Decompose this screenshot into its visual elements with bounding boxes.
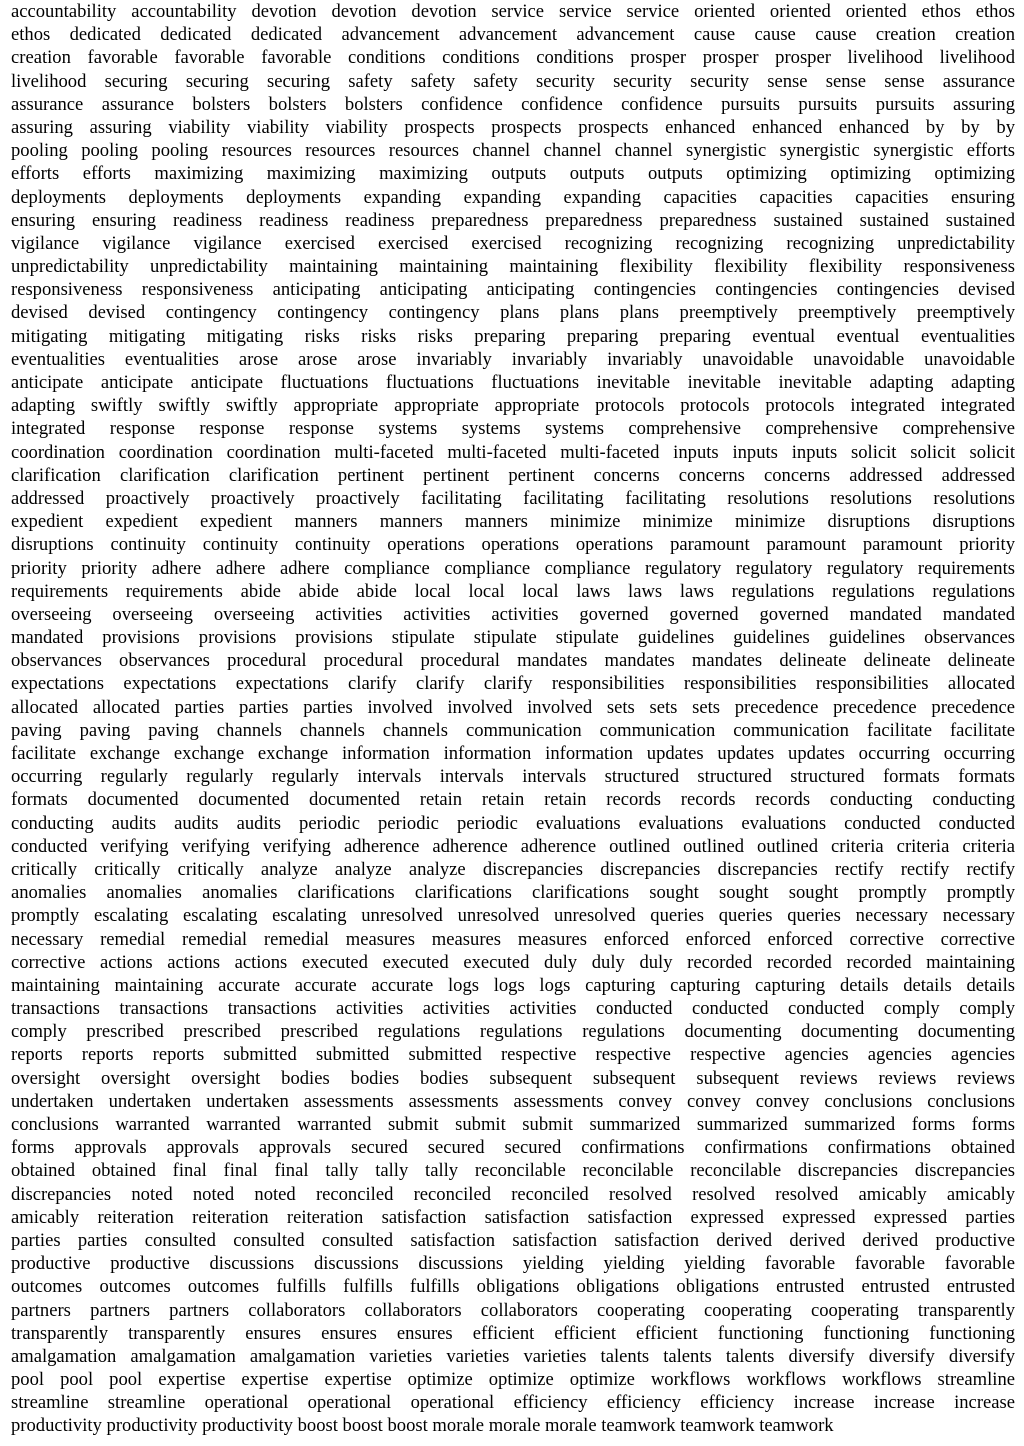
text-line: forms approvals approvals approvals secured secured secured confirmations confirmations confirmations obtained	[11, 1137, 1015, 1159]
text-line: necessary remedial remedial remedial measures measures measures enforced enforced enforced corrective corrective	[11, 928, 1015, 950]
text-line: creation favorable favorable favorable conditions conditions conditions prosper prosper prosper livelihood livelihood	[11, 47, 1015, 69]
text-line: maintaining maintaining accurate accurate accurate logs logs logs capturing capturing capturing details details details	[11, 974, 1015, 996]
text-line: conducted verifying verifying verifying adherence adherence adherence outlined outlined outlined criteria criteria criteria	[11, 835, 1015, 857]
text-line: transactions transactions transactions activities activities activities conducted conducted conducted comply comply	[11, 998, 1015, 1020]
text-line: requirements requirements abide abide abide local local local laws laws laws regulations regulations regulations	[11, 580, 1015, 602]
text-line: partners partners partners collaborators collaborators collaborators cooperating cooperating cooperating transparently	[11, 1299, 1015, 1321]
text-line: amicably reiteration reiteration reiteration satisfaction satisfaction satisfaction expressed expressed expressed parties	[11, 1206, 1015, 1228]
text-line: pooling pooling pooling resources resources resources channel channel channel synergistic synergistic synergistic efforts	[11, 140, 1015, 162]
text-line: critically critically critically analyze analyze analyze discrepancies discrepancies discrepancies rectify rectify rectify	[11, 858, 1015, 880]
text-line: anomalies anomalies anomalies clarifications clarifications clarifications sought sought sought promptly promptly	[11, 882, 1015, 904]
text-line: accountability accountability devotion devotion devotion service service service oriented oriented oriented ethos ethos	[11, 1, 1015, 22]
text-line: mandated provisions provisions provisions stipulate stipulate stipulate guidelines guidelines guidelines observances	[11, 627, 1015, 649]
text-line: productive productive discussions discussions discussions yielding yielding yielding favorable favorable favorable	[11, 1253, 1015, 1275]
text-line: pool pool pool expertise expertise expertise optimize optimize optimize workflows workflows workflows streamline	[11, 1369, 1015, 1391]
text-line: paving paving paving channels channels channels communication communication communication facilitate facilitate	[11, 719, 1015, 741]
text-line: transparently transparently ensures ensures ensures efficient efficient efficient functioning functioning functioning	[11, 1322, 1015, 1344]
text-line: vigilance vigilance vigilance exercised exercised exercised recognizing recognizing recognizing unpredictability	[11, 232, 1015, 254]
text-line: adapting swiftly swiftly swiftly appropriate appropriate appropriate protocols protocols protocols integrated integrated	[11, 395, 1015, 417]
text-line: outcomes outcomes outcomes fulfills fulfills fulfills obligations obligations obligations entrusted entrusted entrusted	[11, 1276, 1015, 1298]
text-line: undertaken undertaken undertaken assessments assessments assessments convey convey convey conclusions conclusions	[11, 1090, 1015, 1112]
text-line: coordination coordination coordination multi-faceted multi-faceted multi-faceted inputs inputs inputs solicit solicit solicit	[11, 441, 1015, 463]
text-line: oversight oversight oversight bodies bodies bodies subsequent subsequent subsequent reviews reviews reviews	[11, 1067, 1015, 1089]
text-line: disruptions continuity continuity continuity operations operations operations paramount paramount paramount priority	[11, 534, 1015, 556]
text-line: clarification clarification clarification pertinent pertinent pertinent concerns concerns concerns addressed addressed	[11, 464, 1015, 486]
text-line: formats documented documented documented retain retain retain records records records conducting conducting	[11, 789, 1015, 811]
text-line: mitigating mitigating mitigating risks risks risks preparing preparing preparing eventual eventual eventualities	[11, 325, 1015, 347]
text-line: productivity productivity productivity boost boost boost morale morale morale teamwork teamwork teamwork	[11, 1415, 834, 1437]
text-line: anticipate anticipate anticipate fluctuations fluctuations fluctuations inevitable inevitable inevitable adapting adapting	[11, 372, 1015, 393]
text-line: conducting audits audits audits periodic periodic periodic evaluations evaluations evaluations conducted conducted	[11, 812, 1015, 834]
text-line: discrepancies noted noted noted reconciled reconciled reconciled resolved resolved resolved amicably amicably	[11, 1183, 1015, 1205]
text-line: responsiveness responsiveness anticipating anticipating anticipating contingencies contingencies contingencies devised	[11, 279, 1015, 301]
text-line: expedient expedient expedient manners manners manners minimize minimize minimize disruptions disruptions	[11, 511, 1015, 533]
text-line: facilitate exchange exchange exchange information information information updates updates updates occurring occurring	[11, 743, 1015, 764]
text-line: amalgamation amalgamation amalgamation varieties varieties varieties talents talents talents diversify diversify diversify	[11, 1345, 1015, 1367]
text-line: corrective actions actions actions executed executed executed duly duly duly recorded recorded recorded maintaining	[11, 951, 1015, 973]
text-line: promptly escalating escalating escalating unresolved unresolved unresolved queries queries queries necessary necessary	[11, 905, 1015, 927]
text-line: obtained obtained final final final tally tally tally reconcilable reconcilable reconcilable discrepancies discrepancies	[11, 1160, 1015, 1182]
text-line: unpredictability unpredictability maintaining maintaining maintaining flexibility flexibility flexibility responsiveness	[11, 256, 1015, 278]
text-line: ethos dedicated dedicated dedicated advancement advancement advancement cause cause cause creation creation	[11, 24, 1015, 46]
text-line: occurring regularly regularly regularly intervals intervals intervals structured structured structured formats formats	[11, 766, 1015, 788]
text-line: overseeing overseeing overseeing activities activities activities governed governed governed mandated mandated	[11, 603, 1015, 625]
text-line: integrated response response response systems systems systems comprehensive comprehensive comprehensive	[11, 418, 1015, 440]
text-line: priority priority adhere adhere adhere compliance compliance compliance regulatory regulatory regulatory requirements	[11, 557, 1015, 579]
text-line: assuring assuring viability viability viability prospects prospects prospects enhanced enhanced enhanced by by by	[11, 116, 1015, 138]
text-line: addressed proactively proactively proactively facilitating facilitating facilitating resolutions resolutions resolutions	[11, 487, 1015, 509]
text-line: ensuring ensuring readiness readiness readiness preparedness preparedness preparedness sustained sustained sustained	[11, 209, 1015, 231]
text-line: efforts efforts maximizing maximizing maximizing outputs outputs outputs optimizing optimizing optimizing	[11, 163, 1015, 185]
text-line: comply prescribed prescribed prescribed regulations regulations regulations documenting documenting documenting	[11, 1021, 1015, 1043]
text-line: parties parties consulted consulted consulted satisfaction satisfaction satisfaction derived derived derived productive	[11, 1229, 1015, 1251]
text-line: livelihood securing securing securing safety safety safety security security security sense sense sense assurance	[11, 70, 1015, 92]
text-line: observances observances procedural procedural procedural mandates mandates mandates delineate delineate delineate	[11, 650, 1015, 672]
text-line: expectations expectations expectations clarify clarify clarify responsibilities responsibilities responsibilities allocated	[11, 673, 1015, 695]
text-line: streamline streamline operational operational operational efficiency efficiency efficiency increase increase increase	[11, 1392, 1015, 1414]
body-text	[11, 0, 1015, 1438]
text-line: devised devised contingency contingency contingency plans plans plans preemptively preemptively preemptively	[11, 302, 1015, 324]
text-line: allocated allocated parties parties parties involved involved involved sets sets sets precedence precedence precedence	[11, 696, 1015, 718]
text-line: assurance assurance bolsters bolsters bolsters confidence confidence confidence pursuits pursuits pursuits assuring	[11, 93, 1015, 115]
text-line: reports reports reports submitted submitted submitted respective respective respective agencies agencies agencies	[11, 1044, 1015, 1066]
text-line: deployments deployments deployments expanding expanding expanding capacities capacities capacities ensuring	[11, 186, 1015, 208]
text-line: eventualities eventualities arose arose arose invariably invariably invariably unavoidable unavoidable unavoidable	[11, 348, 1015, 370]
text-line: conclusions warranted warranted warranted submit submit submit summarized summarized summarized forms forms	[11, 1114, 1015, 1135]
